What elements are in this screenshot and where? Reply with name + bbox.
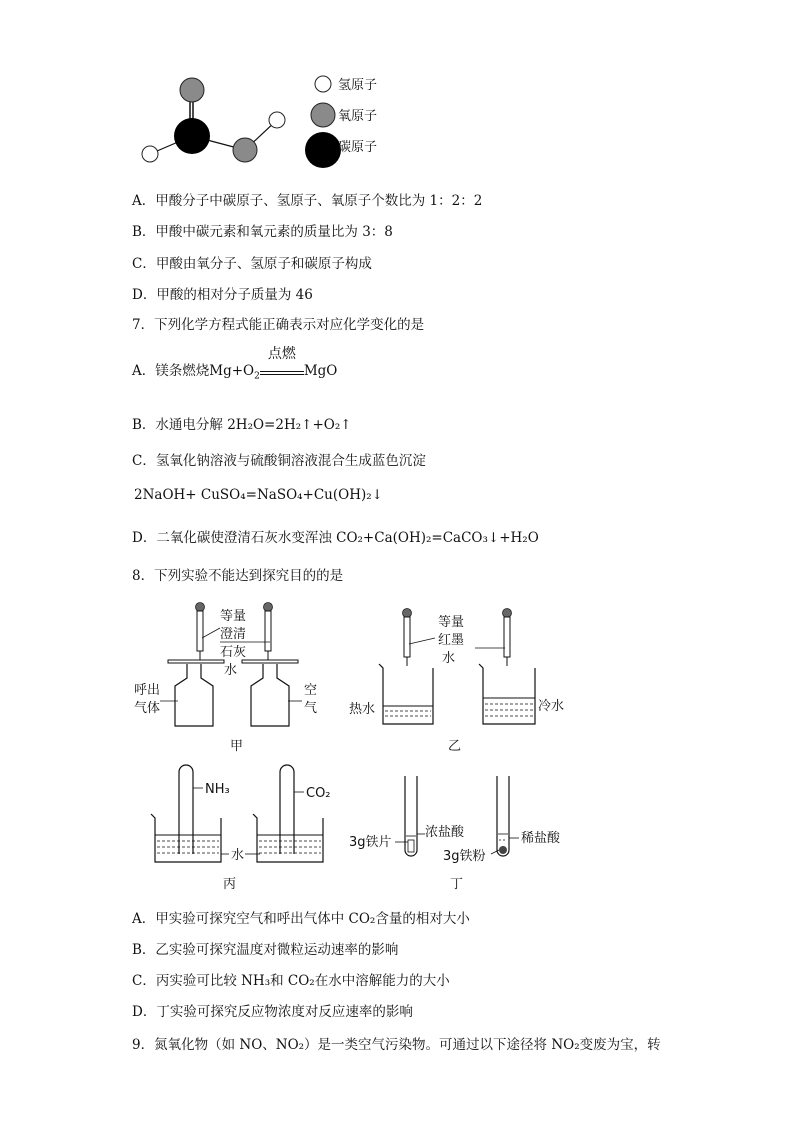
ding-solid-1-label: 3g铁片	[349, 835, 392, 850]
beaker-right	[479, 664, 535, 724]
bottle-right	[251, 664, 289, 726]
legend-hydrogen-label: 氢原子	[338, 78, 378, 93]
jia-reagent-line-2: 澄清	[220, 627, 247, 642]
bing-gas-2-label: CO₂	[306, 786, 331, 801]
bing-gas-1-label: NH₃	[205, 782, 230, 797]
carbon-atom	[174, 118, 210, 154]
q6-option-a: A．甲酸分子中碳原子、氢原子、氧原子个数比为 1：2：2	[132, 193, 483, 209]
yi-caption: 乙	[448, 739, 462, 754]
bottle-left	[175, 664, 213, 726]
oxygen-atom	[180, 78, 204, 102]
ding-acid-2-label: 稀盐酸	[521, 831, 561, 846]
yi-reagent-line-1: 等量	[438, 615, 465, 630]
experiment-ding-figure	[345, 770, 595, 894]
bing-caption: 丙	[223, 877, 237, 892]
q6-option-b: B．甲酸中碳元素和氧元素的质量比为 3：8	[132, 224, 393, 240]
legend-oxygen-atom	[311, 103, 335, 127]
beaker-left	[379, 664, 433, 724]
experiment-bing-figure	[145, 762, 355, 894]
q7-option-a-lhs: Mg+O	[209, 363, 255, 379]
experiment-jia-figure	[130, 598, 350, 758]
jia-right-gas-line-1: 空	[304, 683, 318, 698]
q7-option-c: C．氢氧化钠溶液与硫酸铜溶液混合生成蓝色沉淀	[132, 453, 426, 469]
yi-left-label: 热水	[349, 702, 376, 717]
legend-carbon-atom	[305, 132, 341, 168]
q7-condition-label: 点燃	[267, 346, 296, 362]
q7-option-c-equation: 2NaOH+ CuSO₄=NaSO₄+Cu(OH)₂↓	[134, 487, 383, 503]
beaker-right	[253, 765, 323, 862]
q7-option-a: A．镁条燃烧$Mg+O_2$ 点燃 MgO	[132, 346, 338, 382]
hydrogen-atom	[269, 112, 285, 128]
q8-option-d: D．丁实验可探究反应物浓度对反应速率的影响	[132, 1004, 413, 1020]
q7-condition-equals	[260, 346, 304, 375]
bing-water-label: 水	[231, 848, 245, 863]
jia-reagent-line-4: 水	[224, 663, 238, 678]
q7-stem: 7．下列化学方程式能正确表示对应化学变化的是	[132, 317, 425, 333]
legend-carbon-label: 碳原子	[338, 140, 378, 155]
q8-option-b: B．乙实验可探究温度对微粒运动速率的影响	[132, 942, 399, 958]
jia-left-gas-line-1: 呼出	[134, 683, 161, 698]
hydrogen-atom	[142, 146, 158, 162]
q6-option-c: C．甲酸由氧分子、氢原子和碳原子构成	[132, 256, 372, 272]
yi-reagent-line-2: 红墨	[438, 633, 465, 648]
q8-stem: 8．下列实验不能达到探究目的的是	[132, 568, 344, 584]
q9-stem: 9．氮氧化物（如 NO、NO₂）是一类空气污染物。可通过以下途径将 NO₂变废为宝，转	[132, 1037, 661, 1053]
dropper-left	[168, 603, 224, 664]
jia-caption: 甲	[230, 739, 244, 754]
q7-option-b: B．水通电分解 2H₂O=2H₂↑+O₂↑	[132, 417, 352, 433]
formic-acid-molecule-figure	[130, 70, 400, 180]
jia-reagent-line-3: 石灰	[220, 645, 247, 660]
test-tube-right	[497, 776, 509, 856]
dropper-right	[503, 609, 512, 667]
legend-oxygen-label: 氧原子	[338, 109, 378, 124]
ding-caption: 丁	[450, 877, 464, 892]
test-tube-left	[405, 776, 417, 856]
yi-reagent-line-3: 水	[442, 651, 456, 666]
q7-option-a-text: A．镁条燃烧	[132, 363, 210, 379]
jia-left-gas-line-2: 气体	[134, 701, 161, 716]
yi-right-label: 冷水	[538, 699, 565, 714]
q7-option-d: D．二氧化碳使澄清石灰水变浑浊 CO₂+Ca(OH)₂=CaCO₃↓+H₂O	[132, 530, 539, 546]
q6-option-d: D．甲酸的相对分子质量为 46	[132, 287, 313, 303]
dropper-left	[403, 609, 412, 667]
experiment-yi-figure	[345, 598, 585, 758]
q8-option-a: A．甲实验可探究空气和呼出气体中 CO₂含量的相对大小	[132, 911, 470, 927]
ding-solid-2-label: 3g铁粉	[443, 849, 486, 864]
oxygen-atom	[233, 138, 257, 162]
jia-reagent-line-1: 等量	[220, 609, 247, 624]
ding-acid-1-label: 浓盐酸	[425, 825, 465, 840]
dropper-right	[242, 603, 298, 664]
beaker-left	[151, 765, 221, 862]
legend-hydrogen-atom	[315, 76, 331, 92]
q7-option-a-rhs: MgO	[303, 363, 338, 379]
q8-option-c: C．丙实验可比较 NH₃和 CO₂在水中溶解能力的大小	[132, 973, 450, 989]
jia-right-gas-line-2: 气	[304, 701, 318, 716]
